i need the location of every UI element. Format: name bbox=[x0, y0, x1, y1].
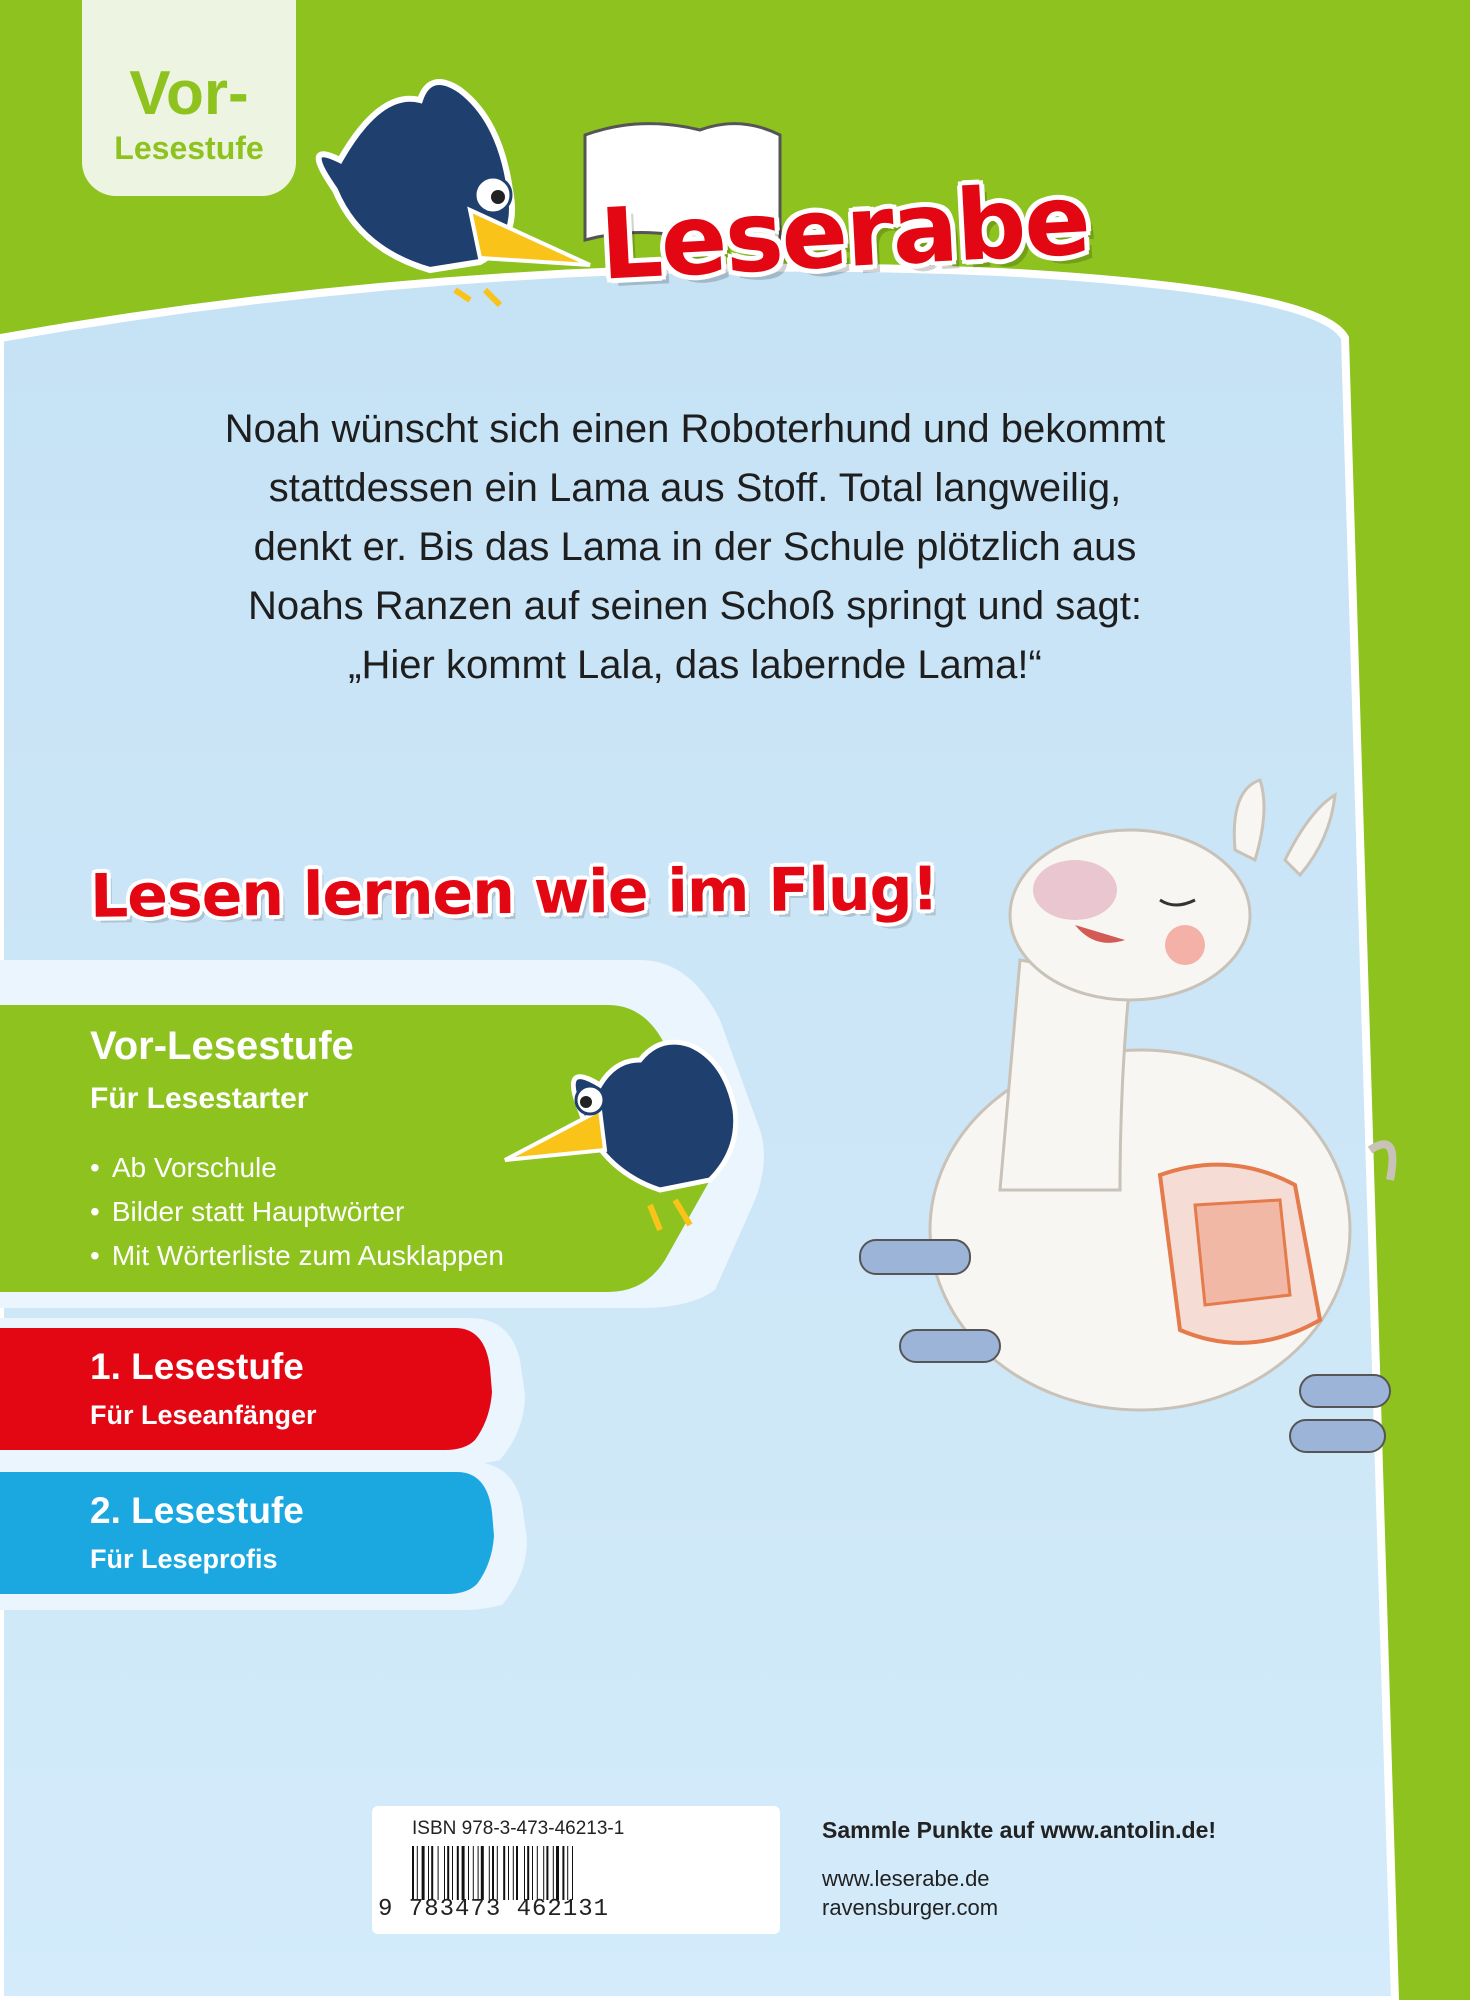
level-tab bbox=[82, 0, 296, 196]
blurb-text bbox=[180, 400, 1210, 695]
barcode-bar bbox=[524, 1846, 525, 1900]
level-1-title: 1. Lesestufe bbox=[90, 1346, 304, 1387]
level-2-subtitle: Für Leseprofis bbox=[90, 1544, 278, 1574]
barcode-bar bbox=[527, 1846, 529, 1900]
level-vor-bullets bbox=[90, 1146, 504, 1278]
barcode-bar bbox=[567, 1846, 568, 1900]
barcode-bar bbox=[532, 1846, 533, 1900]
barcode-bar bbox=[543, 1846, 544, 1900]
level-tab-line1: Vor- bbox=[129, 59, 249, 128]
blurb-line: „Hier kommt Lala, das labernde Lama!“ bbox=[348, 643, 1042, 687]
barcode-bar bbox=[422, 1846, 425, 1900]
blurb-line: stattdessen ein Lama aus Stoff. Total langweilig, bbox=[268, 466, 1122, 510]
barcode-bar bbox=[431, 1846, 433, 1900]
level-vor-title: Vor-Lesestufe bbox=[90, 1024, 354, 1068]
slogan: Lesen lernen wie im Flug! bbox=[89, 854, 939, 932]
barcode-bar bbox=[537, 1846, 538, 1900]
barcode-bar bbox=[478, 1846, 479, 1900]
isbn-digits: 9 783473 462131 bbox=[378, 1896, 610, 1923]
barcode-bar bbox=[508, 1846, 509, 1900]
antolin-note: Sammle Punkte auf www.antolin.de! bbox=[822, 1817, 1217, 1843]
barcode-bar bbox=[462, 1846, 465, 1900]
level-tab-line2: Lesestufe bbox=[114, 130, 264, 166]
url-leserabe: www.leserabe.de bbox=[822, 1866, 990, 1891]
barcode-bar bbox=[503, 1846, 505, 1900]
level-vor-subtitle: Für Lesestarter bbox=[90, 1082, 309, 1115]
barcode-bar bbox=[444, 1846, 445, 1900]
level-2-title: 2. Lesestufe bbox=[90, 1490, 304, 1531]
barcode-bar bbox=[516, 1846, 518, 1900]
barcode-bar bbox=[556, 1846, 559, 1900]
isbn-label: ISBN 978-3-473-46213-1 bbox=[412, 1818, 625, 1839]
barcode-bar bbox=[438, 1846, 439, 1900]
bullet-item: • Ab Vorschule bbox=[90, 1146, 504, 1190]
series-logo: Leserabe bbox=[597, 163, 1092, 303]
barcode-bar bbox=[428, 1846, 429, 1900]
barcode-bar bbox=[457, 1846, 459, 1900]
bullet-item: • Bilder statt Hauptwörter bbox=[90, 1190, 504, 1234]
blurb-line: Noahs Ranzen auf seinen Schoß springt und sagt: bbox=[248, 584, 1142, 628]
barcode-bar bbox=[447, 1846, 449, 1900]
bullet-item: • Mit Wörterliste zum Ausklappen bbox=[90, 1234, 504, 1278]
barcode-icon bbox=[412, 1846, 654, 1900]
blurb-line: Noah wünscht sich einen Roboterhund und bekommt bbox=[224, 407, 1166, 451]
barcode-bar bbox=[468, 1846, 469, 1900]
barcode-bar bbox=[452, 1846, 453, 1900]
barcode-bar bbox=[513, 1846, 514, 1900]
barcode-bar bbox=[473, 1846, 474, 1900]
level-1-subtitle: Für Leseanfänger bbox=[90, 1400, 317, 1430]
url-ravensburger: ravensburger.com bbox=[822, 1895, 999, 1920]
barcode-bar bbox=[417, 1846, 418, 1900]
barcode-bar bbox=[562, 1846, 564, 1900]
barcode-bar bbox=[412, 1846, 414, 1900]
barcode-bar bbox=[546, 1846, 548, 1900]
barcode-bar bbox=[481, 1846, 484, 1900]
blurb-line: denkt er. Bis das Lama in der Schule plötzlich aus bbox=[253, 525, 1137, 569]
barcode-bar bbox=[489, 1846, 490, 1900]
barcode-bar bbox=[572, 1846, 573, 1900]
barcode-bar bbox=[497, 1846, 498, 1900]
barcode-bar bbox=[492, 1846, 494, 1900]
barcode-bar bbox=[553, 1846, 554, 1900]
